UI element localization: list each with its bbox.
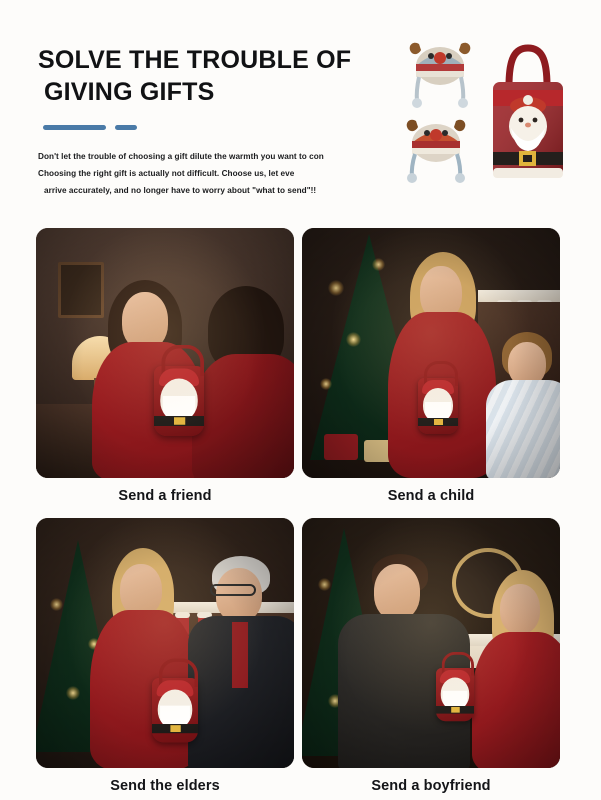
caption-send-a-friend: Send a friend bbox=[118, 488, 212, 504]
photo-send-the-elders[interactable] bbox=[36, 518, 294, 768]
photo-send-a-friend[interactable] bbox=[36, 228, 294, 478]
intro-line-2: Choosing the right gift is actually not difficult. Choose us, let eve bbox=[38, 168, 295, 178]
page-title bbox=[38, 44, 378, 108]
reindeer-knit-hat-icon bbox=[405, 36, 475, 108]
gallery-cell[interactable] bbox=[302, 228, 560, 504]
photo-send-a-child[interactable] bbox=[302, 228, 560, 478]
header bbox=[0, 0, 601, 218]
headline-line-2: GIVING GIFTS bbox=[44, 78, 215, 106]
headline-line-1: SOLVE THE TROUBLE OF bbox=[38, 46, 352, 74]
accent-rule-short bbox=[115, 125, 137, 130]
gallery-cell[interactable] bbox=[36, 518, 294, 794]
santa-gift-bag-icon bbox=[485, 40, 571, 184]
gallery-cell[interactable] bbox=[302, 518, 560, 794]
product-cluster bbox=[391, 36, 571, 196]
reindeer-knit-hat-alt-icon bbox=[401, 112, 471, 184]
gallery-grid bbox=[36, 228, 565, 794]
intro-line-1: Don't let the trouble of choosing a gift dilute the warmth you want to con bbox=[38, 152, 324, 161]
gallery-cell[interactable] bbox=[36, 228, 294, 504]
caption-send-the-elders: Send the elders bbox=[110, 778, 220, 794]
intro-paragraph bbox=[38, 149, 338, 199]
caption-send-a-child: Send a child bbox=[387, 488, 475, 504]
caption-send-a-boyfriend: Send a boyfriend bbox=[371, 778, 491, 794]
intro-line-3: arrive accurately, and no longer have to worry about "what to send"!! bbox=[44, 185, 317, 195]
accent-rule-long bbox=[43, 125, 106, 130]
photo-send-a-boyfriend[interactable] bbox=[302, 518, 560, 768]
